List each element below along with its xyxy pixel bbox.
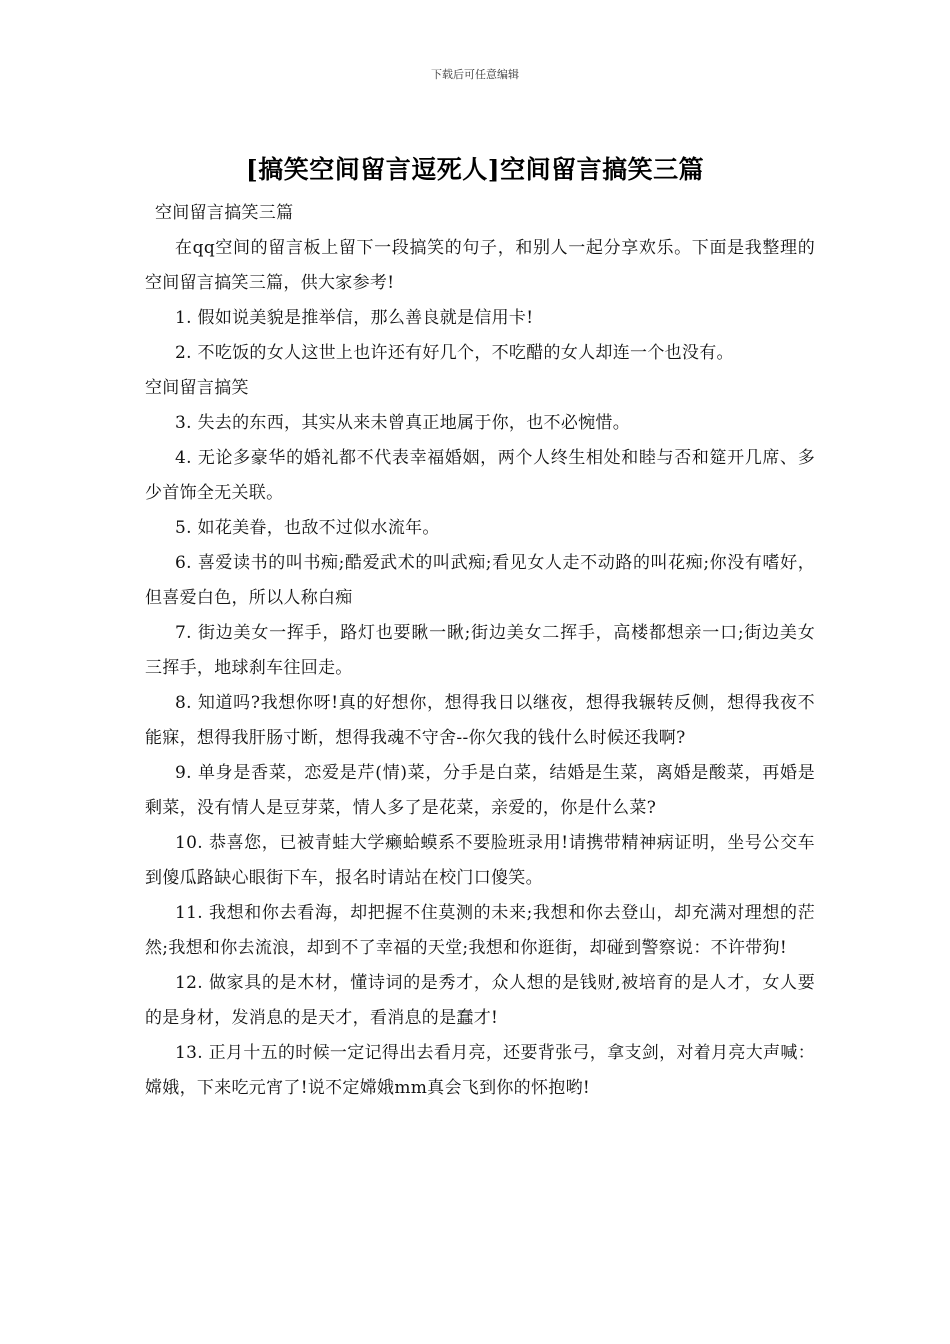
header-note: 下载后可任意编辑 bbox=[431, 68, 519, 81]
paragraph: 3. 失去的东西，其实从来未曾真正地属于你，也不必惋惜。 bbox=[175, 413, 631, 433]
paragraph: 空间留言搞笑 bbox=[145, 378, 249, 398]
paragraph: 2. 不吃饭的女人这世上也许还有好几个，不吃醋的女人却连一个也没有。 bbox=[175, 343, 734, 363]
paragraph: 9. 单身是香菜，恋爱是芹(情)菜，分手是白菜，结婚是生菜，离婚是酸菜，再婚是剩菜，没有情人是豆芽菜，情人多了是花菜，亲爱的，你是什么菜? bbox=[145, 763, 815, 818]
paragraph: 12. 做家具的是木材，懂诗词的是秀才，众人想的是钱财,被培育的是人才，女人要的是身材，发消息的是天才，看消息的是蠢才! bbox=[145, 973, 815, 1028]
paragraph: 13. 正月十五的时候一定记得出去看月亮，还要背张弓，拿支剑，对着月亮大声喊：嫦娥，下来吃元宵了!说不定嫦娥mm真会飞到你的怀抱哟! bbox=[145, 1043, 815, 1098]
document-title: [搞笑空间留言逗死人]空间留言搞笑三篇 bbox=[245, 155, 705, 184]
paragraph: 1. 假如说美貌是推举信，那么善良就是信用卡! bbox=[175, 308, 534, 328]
paragraph: 11. 我想和你去看海，却把握不住莫测的未来;我想和你去登山，却充满对理想的茫然;我想和你去流浪，却到不了幸福的天堂;我想和你逛街，却碰到警察说：不许带狗! bbox=[145, 903, 815, 958]
paragraph: 5. 如花美眷，也敌不过似水流年。 bbox=[175, 518, 440, 538]
paragraph: 10. 恭喜您，已被青蛙大学癞蛤蟆系不要脸班录用!请携带精神病证明，坐号公交车到傻瓜路缺心眼街下车，报名时请站在校门口傻笑。 bbox=[145, 833, 815, 888]
paragraph: 6. 喜爱读书的叫书痴;酷爱武术的叫武痴;看见女人走不动路的叫花痴;你没有嗜好，但喜爱白色，所以人称白痴 bbox=[145, 553, 815, 608]
paragraph: 4. 无论多豪华的婚礼都不代表幸福婚姻，两个人终生相处和睦与否和筵开几席、多少首饰全无关联。 bbox=[145, 448, 815, 503]
subtitle: 空间留言搞笑三篇 bbox=[155, 203, 294, 223]
paragraph: 7. 街边美女一挥手，路灯也要瞅一瞅;街边美女二挥手，高楼都想亲一口;街边美女三挥手，地球刹车往回走。 bbox=[145, 623, 815, 678]
paragraph: 在qq空间的留言板上留下一段搞笑的句子，和别人一起分享欢乐。下面是我整理的空间留言搞笑三篇，供大家参考! bbox=[145, 238, 815, 293]
document-body bbox=[145, 196, 815, 1106]
paragraph: 8. 知道吗?我想你呀!真的好想你，想得我日以继夜，想得我辗转反侧，想得我夜不能寐，想得我肝肠寸断，想得我魂不守舍--你欠我的钱什么时候还我啊? bbox=[145, 693, 815, 748]
